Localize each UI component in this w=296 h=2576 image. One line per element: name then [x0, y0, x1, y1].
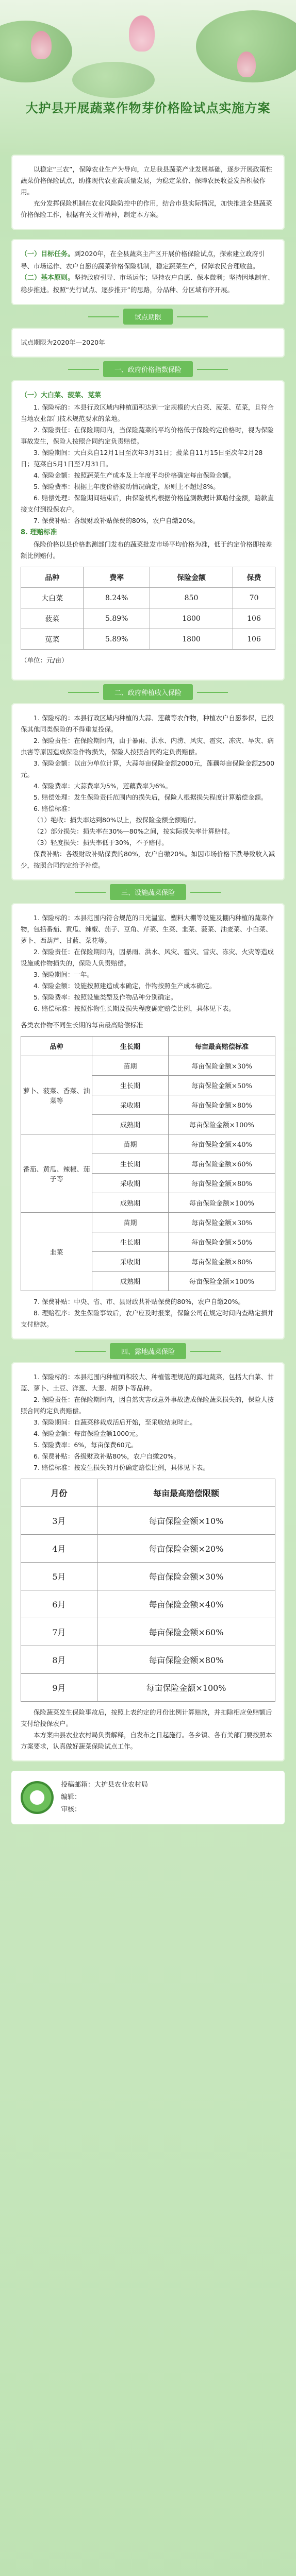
- table-cell: 9月: [21, 1674, 97, 1702]
- table-cell: 4月: [21, 1535, 97, 1563]
- table-row: [21, 608, 275, 629]
- lotus-flower-illustration: [129, 15, 155, 52]
- goals-card: [11, 239, 285, 305]
- section-2-card: [11, 703, 285, 880]
- table-cell: 番茄、黄瓜、辣椒、茄子等: [21, 1134, 92, 1213]
- table-cell: 成熟期: [92, 1272, 169, 1291]
- table-cell: 生长期: [92, 1154, 169, 1174]
- table-cell: 苗期: [92, 1213, 169, 1232]
- table-cell: 每亩保险金额×30%: [97, 1563, 275, 1590]
- list-item: 7. 赔偿标准：按发生损失的月份确定赔偿比例，具体见下表。: [34, 1464, 209, 1471]
- table-cell: 萝卜、菠菜、香菜、油菜等: [21, 1056, 92, 1134]
- list-item: 4. 保险金额：设施按照建造成本确定，作物按照生产成本确定。: [34, 982, 216, 990]
- table-cell: 每亩保险金额×20%: [97, 1535, 275, 1563]
- intro-paragraph: 以稳定“三农”，保障农业生产为导向，立足我县蔬菜产业发展基础，逐步开展政策性蔬菜价格保险试点，助推现代农业高质量发展，为稳定菜价、保障农民收益发挥积极作用。: [21, 165, 272, 196]
- table-cell: 采收期: [92, 1174, 169, 1193]
- table-cell: 每亩保险金额×60%: [168, 1154, 275, 1174]
- list-item: 1. 保险标的：本县行政区域内种植面积达到一定规模的大白菜、菠菜、苋菜，且符合当地农业部门技术规范要求的菜地。: [21, 403, 274, 422]
- table-cell: 采收期: [92, 1252, 169, 1272]
- table-cell: 生长期: [92, 1076, 169, 1095]
- table-cell: 成熟期: [92, 1115, 169, 1134]
- list-item: 6. 保费补贴：各级财政补贴80%，农户自缴20%。: [34, 1452, 180, 1460]
- list-item: 3. 保险金额：以亩为单位计算，大蒜每亩保险金额2000元，莲藕每亩保险金额2500元。: [21, 759, 275, 778]
- section-header: [0, 681, 296, 703]
- table-row: [21, 1535, 275, 1563]
- table-cell: 106: [233, 608, 275, 629]
- table-cell: 每亩保险金额×40%: [97, 1590, 275, 1618]
- table-cell: 采收期: [92, 1095, 169, 1115]
- goal-text: 到2020年，在全县蔬菜主产区开展价格保险试点，探索建立政府引导、市场运作、农户自愿的蔬菜价格保险机制，稳定蔬菜生产，保障农民合理收益。: [21, 250, 265, 270]
- page-title: 大护县开展蔬菜作物芽价格险试点实施方案: [25, 101, 271, 115]
- claim-item: （3）轻度损失：损失率低于30%，不予赔付。: [34, 839, 168, 846]
- table-row: [21, 1507, 275, 1535]
- goal-heading: （二）基本原则。: [21, 274, 75, 282]
- section-header: [0, 880, 296, 903]
- paragraph: 保险蔬菜发生保险事故后，按照上表约定的月份比例计算赔款，并扣除相应免赔额后支付给投保农户。: [21, 1708, 272, 1727]
- table-row: [21, 1563, 275, 1590]
- list-item: 3. 保险期间：自蔬菜移栽成活后开始，至采收结束时止。: [34, 1418, 196, 1426]
- table-cell: 每亩保险金额×80%: [168, 1174, 275, 1193]
- table-cell: 生长期: [92, 1232, 169, 1252]
- table-row: [21, 588, 275, 608]
- header-banner: [0, 0, 296, 155]
- lotus-flower-illustration: [237, 52, 256, 77]
- list-item: 5. 保险费率：按照设施类型及作物品种分别确定。: [34, 993, 177, 1001]
- footer-card: [11, 1771, 285, 1824]
- section-1-card: [11, 380, 285, 681]
- list-item: 7. 保费补贴：中央、省、市、县财政共补贴保费的80%，农户自缴20%。: [34, 1298, 244, 1306]
- table-cell: 每亩保险金额×10%: [97, 1507, 275, 1535]
- list-item: 5. 赔偿处理：发生保险责任范围内的损失后，保险人根据损失程度计算赔偿金额。: [34, 793, 268, 801]
- lotus-flower-illustration: [31, 31, 52, 59]
- list-item: 1. 保险标的：本县行政区域内种植的大蒜、莲藕等农作物，种植农户自愿参保，已投保其他同类保险的不得重复投保。: [21, 714, 274, 733]
- table-header-cell: 保险金额: [150, 567, 233, 588]
- table-cell: 苋菜: [21, 629, 84, 650]
- list-item: 3. 保险期间：大白菜自12月1日至次年3月31日；菠菜自11月15日至次年2月28日；苋菜自5月1日至7月31日。: [21, 449, 263, 468]
- table-header-cell: 品种: [21, 1037, 92, 1056]
- subsection-title: （一）大白菜、菠菜、苋菜: [21, 392, 102, 399]
- period-card: [11, 328, 285, 358]
- table-cell: 5.89%: [84, 629, 150, 650]
- section-4-card: [11, 1362, 285, 1761]
- table-header-cell: 每亩最高赔偿限额: [97, 1479, 275, 1507]
- claim-item: （1）绝收：损失率达到80%以上，按保险金额全额赔付。: [34, 816, 201, 824]
- table-cell: 1800: [150, 629, 233, 650]
- table-cell: 850: [150, 588, 233, 608]
- section-label: 试点期限: [123, 309, 173, 325]
- table-cell: 每亩保险金额×40%: [168, 1134, 275, 1154]
- table-header-cell: 月份: [21, 1479, 97, 1507]
- list-item: 6. 赔偿处理：保险期间结束后，由保险机构根据价格监测数据计算赔付金额，赔款直接支付到投保农户。: [21, 494, 274, 513]
- table-note: （单位：元/亩）: [21, 656, 68, 664]
- table-cell: 5月: [21, 1563, 97, 1590]
- table-cell: 每亩保险金额×30%: [168, 1213, 275, 1232]
- monthly-compensation-table: [21, 1479, 275, 1702]
- footer-line: 投稿邮箱：大护县农业农村局: [61, 1781, 149, 1789]
- list-item: 2. 保险责任：在保险期间内，因自然灾害或意外事故造成保险蔬菜损失的，保险人按照合同约定负责赔偿。: [21, 1396, 274, 1415]
- list-item: 2. 保险责任：在保险期间内，由于暴雨、洪水、内涝、风灾、雹灾、冻灾、旱灾、病虫害等原因造成保险作物损失，保险人按照合同约定负责赔偿。: [21, 737, 274, 756]
- list-item: 3. 保险期间：一年。: [34, 971, 93, 978]
- table-header-cell: 费率: [84, 567, 150, 588]
- table-cell: 6月: [21, 1590, 97, 1618]
- paragraph: 保费补贴：各级财政补贴保费的80%，农户自缴20%。如因市场价格下跌导致收入减少，按照合同约定给予补偿。: [21, 850, 275, 869]
- intro-paragraph: 充分发挥保险机制在农业风险防控中的作用，结合市县实际情况，加快推进全县蔬菜价格保险工作，根据有关文件精神，制定本方案。: [21, 199, 272, 218]
- table-cell: 5.89%: [84, 608, 150, 629]
- table-cell: 每亩保险金额×100%: [168, 1193, 275, 1213]
- footer-line: 审核：: [61, 1806, 81, 1814]
- table-cell: 每亩保险金额×60%: [97, 1618, 275, 1646]
- section-header: [0, 358, 296, 380]
- section-header: [0, 1340, 296, 1362]
- qr-logo-icon: [21, 1781, 54, 1814]
- list-item: 8. 理赔程序：发生保险事故后，农户应及时报案，保险公司在规定时间内查勘定损并支付赔款。: [21, 1309, 274, 1328]
- table-row: [21, 1674, 275, 1702]
- table-row: [21, 1134, 275, 1154]
- table-cell: 每亩保险金额×100%: [97, 1674, 275, 1702]
- list-item: 4. 保险费率：大蒜费率为5%，莲藕费率为6%。: [34, 782, 172, 790]
- table-cell: 8月: [21, 1646, 97, 1674]
- table-row: [21, 629, 275, 650]
- premium-table: [21, 567, 275, 650]
- table-header-cell: 品种: [21, 567, 84, 588]
- list-item: 1. 保险标的：本县范围内符合规范的日光温室、塑料大棚等设施及棚内种植的蔬菜作物，包括番茄、黄瓜、辣椒、茄子、豆角、芹菜、生菜、韭菜、菠菜、油麦菜、小白菜、萝卜、西葫芦、甘蓝、菜花等。: [21, 914, 274, 944]
- list-item: 5. 保险费率：根据上年度价格波动情况确定，原则上不超过8%。: [34, 483, 220, 490]
- list-item: 6. 赔偿标准：按照作物生长期及损失程度确定赔偿比例，具体见下表。: [34, 1005, 235, 1012]
- section-label: 二、政府种植收入保险: [103, 684, 193, 700]
- table-cell: 3月: [21, 1507, 97, 1535]
- table-cell: 每亩保险金额×100%: [168, 1115, 275, 1134]
- table-cell: 70: [233, 588, 275, 608]
- table-cell: 每亩保险金额×80%: [168, 1095, 275, 1115]
- lotus-leaf-illustration: [72, 62, 155, 98]
- goal-text: 坚持政府引导、市场运作；坚持农户自愿、保本微利；坚持因地制宜、稳步推进。按照“先行试点、逐步推开”的思路，分品种、分区域有序开展。: [21, 274, 274, 294]
- goal-heading: （一）目标任务。: [21, 250, 75, 258]
- table-row: [21, 1646, 275, 1674]
- table-header-cell: 保费: [233, 567, 275, 588]
- list-item: 5. 保险费率：6%，每亩保费60元。: [34, 1441, 138, 1449]
- table-header-cell: 每亩最高赔偿标准: [168, 1037, 275, 1056]
- table-header-row: [21, 1037, 275, 1056]
- table-cell: 苗期: [92, 1134, 169, 1154]
- table-header-cell: 生长期: [92, 1037, 169, 1056]
- table-cell: 每亩保险金额×50%: [168, 1076, 275, 1095]
- section-3-card: [11, 903, 285, 1340]
- paragraph: 本方案由县农业农村局负责解释，自发布之日起施行。各乡镇、各有关部门要按照本方案要求，认真做好蔬菜保险试点工作。: [21, 1731, 272, 1750]
- table-row: [21, 1056, 275, 1076]
- table-cell: 1800: [150, 608, 233, 629]
- list-item: 4. 保险金额：按照蔬菜生产成本及上年度平均价格确定每亩保险金额。: [34, 471, 235, 479]
- table-row: [21, 1618, 275, 1646]
- table-cell: 成熟期: [92, 1193, 169, 1213]
- table-cell: 7月: [21, 1618, 97, 1646]
- table-cell: 苗期: [92, 1056, 169, 1076]
- table-header-row: [21, 1479, 275, 1507]
- claim-item: （2）部分损失：损失率在30%—80%之间，按实际损失率计算赔付。: [34, 827, 234, 835]
- list-item: 6. 赔偿标准：: [34, 805, 74, 812]
- compensation-table: [21, 1036, 275, 1291]
- table-cell: 每亩保险金额×30%: [168, 1056, 275, 1076]
- table-cell: 菠菜: [21, 608, 84, 629]
- table-cell: 106: [233, 629, 275, 650]
- table-cell: 每亩保险金额×50%: [168, 1232, 275, 1252]
- table-cell: 韭菜: [21, 1213, 92, 1291]
- table-row: [21, 1213, 275, 1232]
- footer-line: 编辑：: [61, 1793, 81, 1801]
- list-item: 1. 保险标的：本县范围内种植面积较大、种植管理规范的露地蔬菜，包括大白菜、甘蓝、萝卜、土豆、洋葱、大葱、胡萝卜等品种。: [21, 1373, 274, 1392]
- section-label: 四、露地蔬菜保险: [110, 1343, 186, 1359]
- period-text: 试点期限为2020年—2020年: [21, 338, 105, 346]
- table-cell: 8.24%: [84, 588, 150, 608]
- list-item: 7. 保费补贴：各级财政补贴保费的80%，农户自缴20%。: [34, 517, 200, 524]
- table-row: [21, 1590, 275, 1618]
- subsection-title: 8. 理赔标准: [21, 529, 57, 536]
- paragraph: 保险价格以县价格监测部门发布的蔬菜批发市场平均价格为准，低于约定价格即按差额比例赔付。: [21, 540, 272, 560]
- list-item: 2. 保险责任：在保险期间内，当保险蔬菜的平均价格低于保险约定价格时，视为保险事故发生，保险人按照合同约定负责赔偿。: [21, 426, 274, 445]
- list-item: 2. 保险责任：在保险期间内，因暴雨、洪水、风灾、雹灾、雪灾、冻灾、火灾等造成设施或作物损失的，保险人负责赔偿。: [21, 948, 274, 967]
- table-header-row: [21, 567, 275, 588]
- table-cell: 每亩保险金额×80%: [97, 1646, 275, 1674]
- list-item: 4. 保险金额：每亩保险金额1000元。: [34, 1430, 142, 1437]
- table-cell: 每亩保险金额×100%: [168, 1272, 275, 1291]
- section-label: 三、设施蔬菜保险: [110, 884, 186, 900]
- table-cell: 大白菜: [21, 588, 84, 608]
- table-caption: 各类农作物不同生长期的每亩最高赔偿标准: [21, 1021, 143, 1029]
- intro-card: [11, 155, 285, 230]
- section-label: 一、政府价格指数保险: [103, 361, 193, 377]
- table-cell: 每亩保险金额×80%: [168, 1252, 275, 1272]
- section-header: [0, 305, 296, 328]
